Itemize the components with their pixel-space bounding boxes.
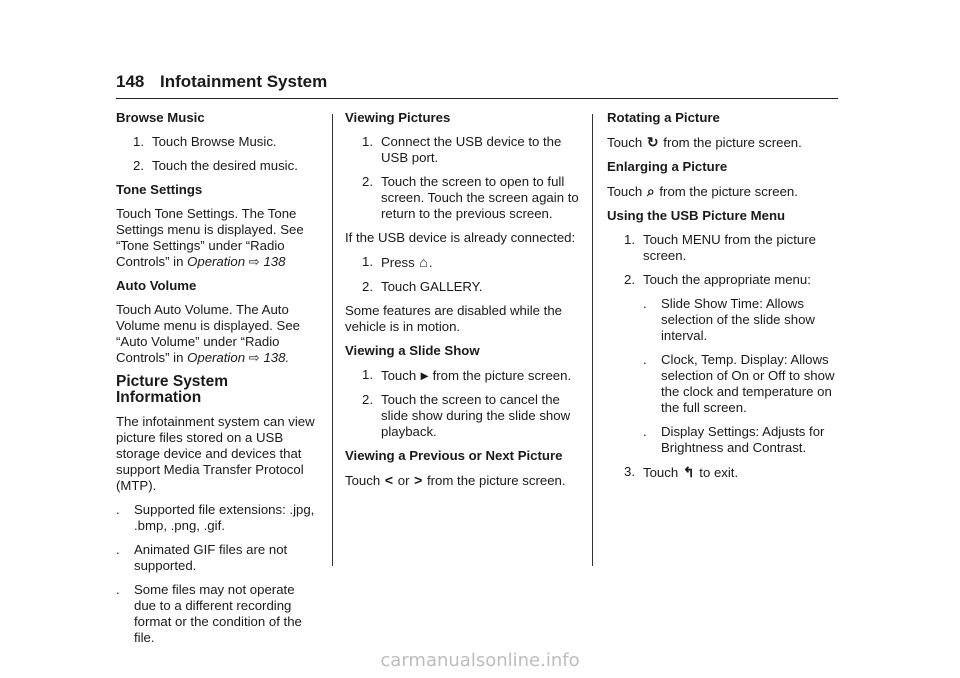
watermark: carmanualsonline.info bbox=[380, 650, 580, 671]
chevron-left-icon: < bbox=[384, 472, 394, 488]
page-number: 148 bbox=[116, 72, 145, 91]
bullet-icon: . bbox=[116, 502, 120, 517]
list-item: 2. Touch the appropriate menu: bbox=[624, 272, 811, 287]
section-heading: Viewing Pictures bbox=[345, 110, 451, 125]
column-1 bbox=[116, 110, 316, 654]
chevron-right-icon: > bbox=[414, 472, 423, 488]
paragraph: Touch Auto Volume. The Auto Volume menu is displayed. See “Auto Volume” under “Radio Controls” in Operation ⇨ 138. bbox=[116, 302, 300, 365]
list-item: . Clock, Temp. Display: Allows selection of On or Off to show the clock and temperature on the full screen. bbox=[643, 352, 835, 415]
back-icon: ↰ bbox=[682, 464, 695, 480]
page-ref-arrow-icon: ⇨ bbox=[248, 254, 260, 269]
bullet-icon: . bbox=[116, 582, 120, 597]
section-heading: Viewing a Previous or Next Picture bbox=[345, 448, 563, 463]
list-item: 1. Press ⌂. bbox=[362, 254, 433, 270]
list-item: 1. Touch MENU from the picture screen. bbox=[624, 232, 816, 263]
section-heading: Auto Volume bbox=[116, 278, 197, 293]
paragraph: Touch < or > from the picture screen. bbox=[345, 472, 566, 488]
bullet-icon: . bbox=[643, 352, 647, 367]
section-heading: Using the USB Picture Menu bbox=[607, 208, 786, 223]
home-icon: ⌂ bbox=[419, 254, 428, 270]
list-item: . Some files may not operate due to a different recording format or the condition of the file. bbox=[116, 582, 302, 645]
paragraph: Touch ⌕ from the picture screen. bbox=[607, 183, 798, 199]
section-heading: Enlarging a Picture bbox=[607, 159, 728, 174]
column-2 bbox=[345, 110, 585, 497]
paragraph: Some features are disabled while the vehicle is in motion. bbox=[345, 303, 562, 334]
page-ref-link[interactable]: 138 bbox=[263, 254, 286, 269]
section-heading: Viewing a Slide Show bbox=[345, 343, 480, 358]
list-item: 1. Touch ▸ from the picture screen. bbox=[362, 367, 572, 383]
bullet-icon: . bbox=[116, 542, 120, 557]
zoom-icon: ⌕ bbox=[646, 183, 655, 199]
list-item: 1. Connect the USB device to the USB port. bbox=[362, 134, 562, 165]
list-item: . Supported file extensions: .jpg, .bmp, .png, .gif. bbox=[116, 502, 315, 533]
list-item: . Animated GIF files are not supported. bbox=[116, 542, 288, 573]
paragraph: The infotainment system can view picture files stored on a USB storage device and devices that support Media Transfer Protocol (MTP). bbox=[116, 414, 315, 493]
column-3 bbox=[607, 110, 847, 489]
list-item: 2. Touch the screen to cancel the slide show during the slide show playback. bbox=[362, 392, 571, 439]
section-heading: Browse Music bbox=[116, 110, 205, 125]
paragraph: Touch Tone Settings. The Tone Settings menu is displayed. See “Tone Settings” under “Radio Controls” in Operation ⇨ 138 bbox=[116, 206, 304, 269]
bullet-icon: . bbox=[643, 424, 647, 439]
section-title: Picture System Information bbox=[116, 373, 228, 406]
column-divider bbox=[332, 114, 333, 566]
paragraph: Touch ↻ from the picture screen. bbox=[607, 134, 802, 150]
page-ref-arrow-icon: ⇨ bbox=[248, 350, 260, 365]
list-item: 1. Touch Browse Music. bbox=[133, 134, 277, 149]
list-item: 2. Touch the desired music. bbox=[133, 158, 298, 173]
rotate-icon: ↻ bbox=[646, 134, 659, 150]
page-ref-link[interactable]: 138. bbox=[263, 350, 290, 365]
list-item: 2. Touch GALLERY. bbox=[362, 279, 483, 294]
page-title: Infotainment System bbox=[160, 72, 328, 91]
slideshow-icon: ▸ bbox=[420, 367, 428, 383]
bullet-icon: . bbox=[643, 296, 647, 311]
list-item: . Slide Show Time: Allows selection of the slide show interval. bbox=[643, 296, 815, 343]
list-item: 3. Touch ↰ to exit. bbox=[624, 464, 739, 480]
list-item: 2. Touch the screen to open to full screen. Touch the screen again to return to the previous screen. bbox=[362, 174, 579, 221]
section-heading: Tone Settings bbox=[116, 182, 203, 197]
page-header bbox=[116, 70, 838, 99]
paragraph: If the USB device is already connected: bbox=[345, 230, 576, 245]
column-divider bbox=[592, 114, 593, 566]
list-item: . Display Settings: Adjusts for Brightness and Contrast. bbox=[643, 424, 825, 455]
section-heading: Rotating a Picture bbox=[607, 110, 720, 125]
